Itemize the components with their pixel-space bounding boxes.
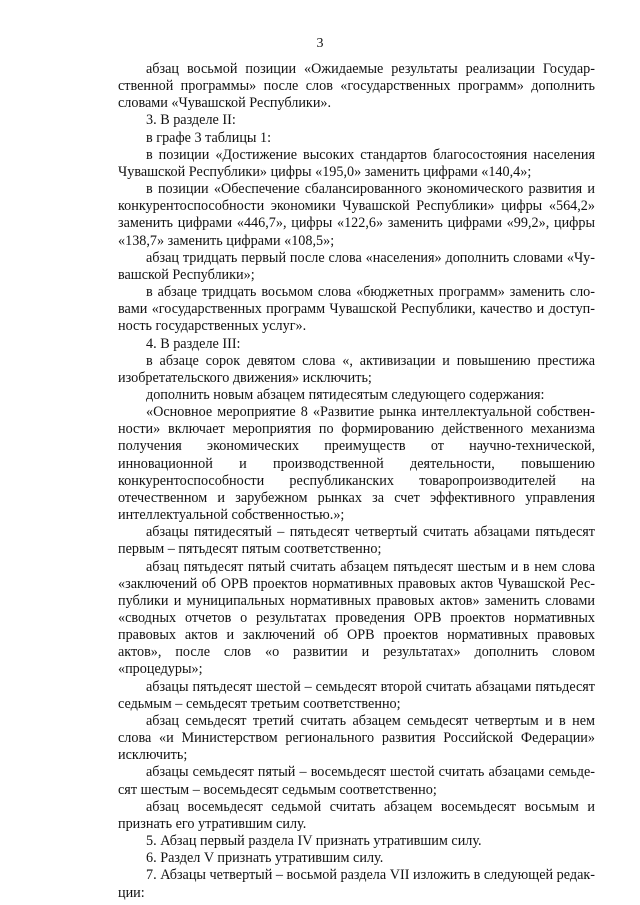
- paragraph: в позиции «Достижение высоких стандартов благосостояния населения Чувашской Республики» цифры «195,0» заменить цифрами «140,4»;: [118, 146, 595, 180]
- paragraph: абзац восемьдесят седьмой считать абзацем восемьдесят восьмым и признать его утратившим силу.: [118, 798, 595, 832]
- paragraph: 6. Раздел V признать утратившим силу.: [146, 850, 384, 867]
- paragraph: 4. В разделе III:: [146, 335, 241, 352]
- paragraph: 5. Абзац первый раздела IV признать утратившим силу.: [146, 833, 482, 850]
- paragraph: абзац пятьдесят пятый считать абзацем пятьдесят шестым и в нем слова «заключений об ОРВ проектов нормативных правовых актов Чувашской Республики и муниципальных нормативных правовых актов» заменить словами «сводных отчетов о результатах проведения ОРВ проектов нормативных правовых актов и заключений об ОРВ проектов нормативных правовых актов», после слов «о развитии и результатах» дополнить словом «процедуры»;: [118, 558, 595, 678]
- paragraph: абзац семьдесят третий считать абзацем семьдесят четвертым и в нем слова «и Министерством регионального развития Российской Федерации» исключить;: [118, 712, 595, 764]
- document-body: [118, 61, 595, 902]
- paragraph: абзац восьмой позиции «Ожидаемые результаты реализации Государственной программы» после слов «государственных программ» дополнить словами «Чувашской Республики».: [118, 61, 595, 112]
- page-number: 3: [316, 36, 324, 51]
- paragraph: в позиции «Обеспечение сбалансированного экономического развития и конкурентоспособности экономики Чувашской Республики» цифры «564,2» заменить цифрами «446,7», цифры «122,6» заменить цифрами «99,2», цифры «138,7» заменить цифрами «108,5»;: [118, 181, 595, 249]
- paragraph: «Основное мероприятие 8 «Развитие рынка интеллектуальной собственности» включает мероприятия по формированию действенного механизма получения экономических преимуществ от научно-технической, инновационной и производственной деятельности, повышению конкурентоспособности республиканских товаропроизводителей на отечественном и зарубежном рынках за счет эффективного управления интеллектуальной собственностью.»;: [118, 404, 595, 524]
- paragraph: абзац тридцать первый после слова «населения» дополнить словами «Чувашской Республики»;: [118, 249, 595, 283]
- paragraph: абзацы семьдесят пятый – восемьдесят шестой считать абзацами семьдесят шестым – восемьдесят седьмым соответственно;: [118, 764, 595, 798]
- paragraph: 3. В разделе II:: [146, 112, 236, 129]
- paragraph: абзацы пятидесятый – пятьдесят четвертый считать абзацами пятьдесят первым – пятьдесят пятым соответственно;: [118, 524, 595, 558]
- paragraph: в графе 3 таблицы 1:: [146, 129, 272, 146]
- paragraph: 7. Абзацы четвертый – восьмой раздела VII изложить в следующей редакции:: [118, 867, 595, 901]
- paragraph: в абзаце тридцать восьмом слова «бюджетных программ» заменить словами «государственных программ Чувашской Республики, качество и доступность государственных услуг».: [118, 284, 595, 335]
- paragraph: абзацы пятьдесят шестой – семьдесят второй считать абзацами пятьдесят седьмым – семьдесят третьим соответственно;: [118, 678, 595, 712]
- paragraph: дополнить новым абзацем пятидесятым следующего содержания:: [146, 386, 545, 403]
- paragraph: в абзаце сорок девятом слова «, активизации и повышению престижа изобретательского движения» исключить;: [118, 352, 595, 386]
